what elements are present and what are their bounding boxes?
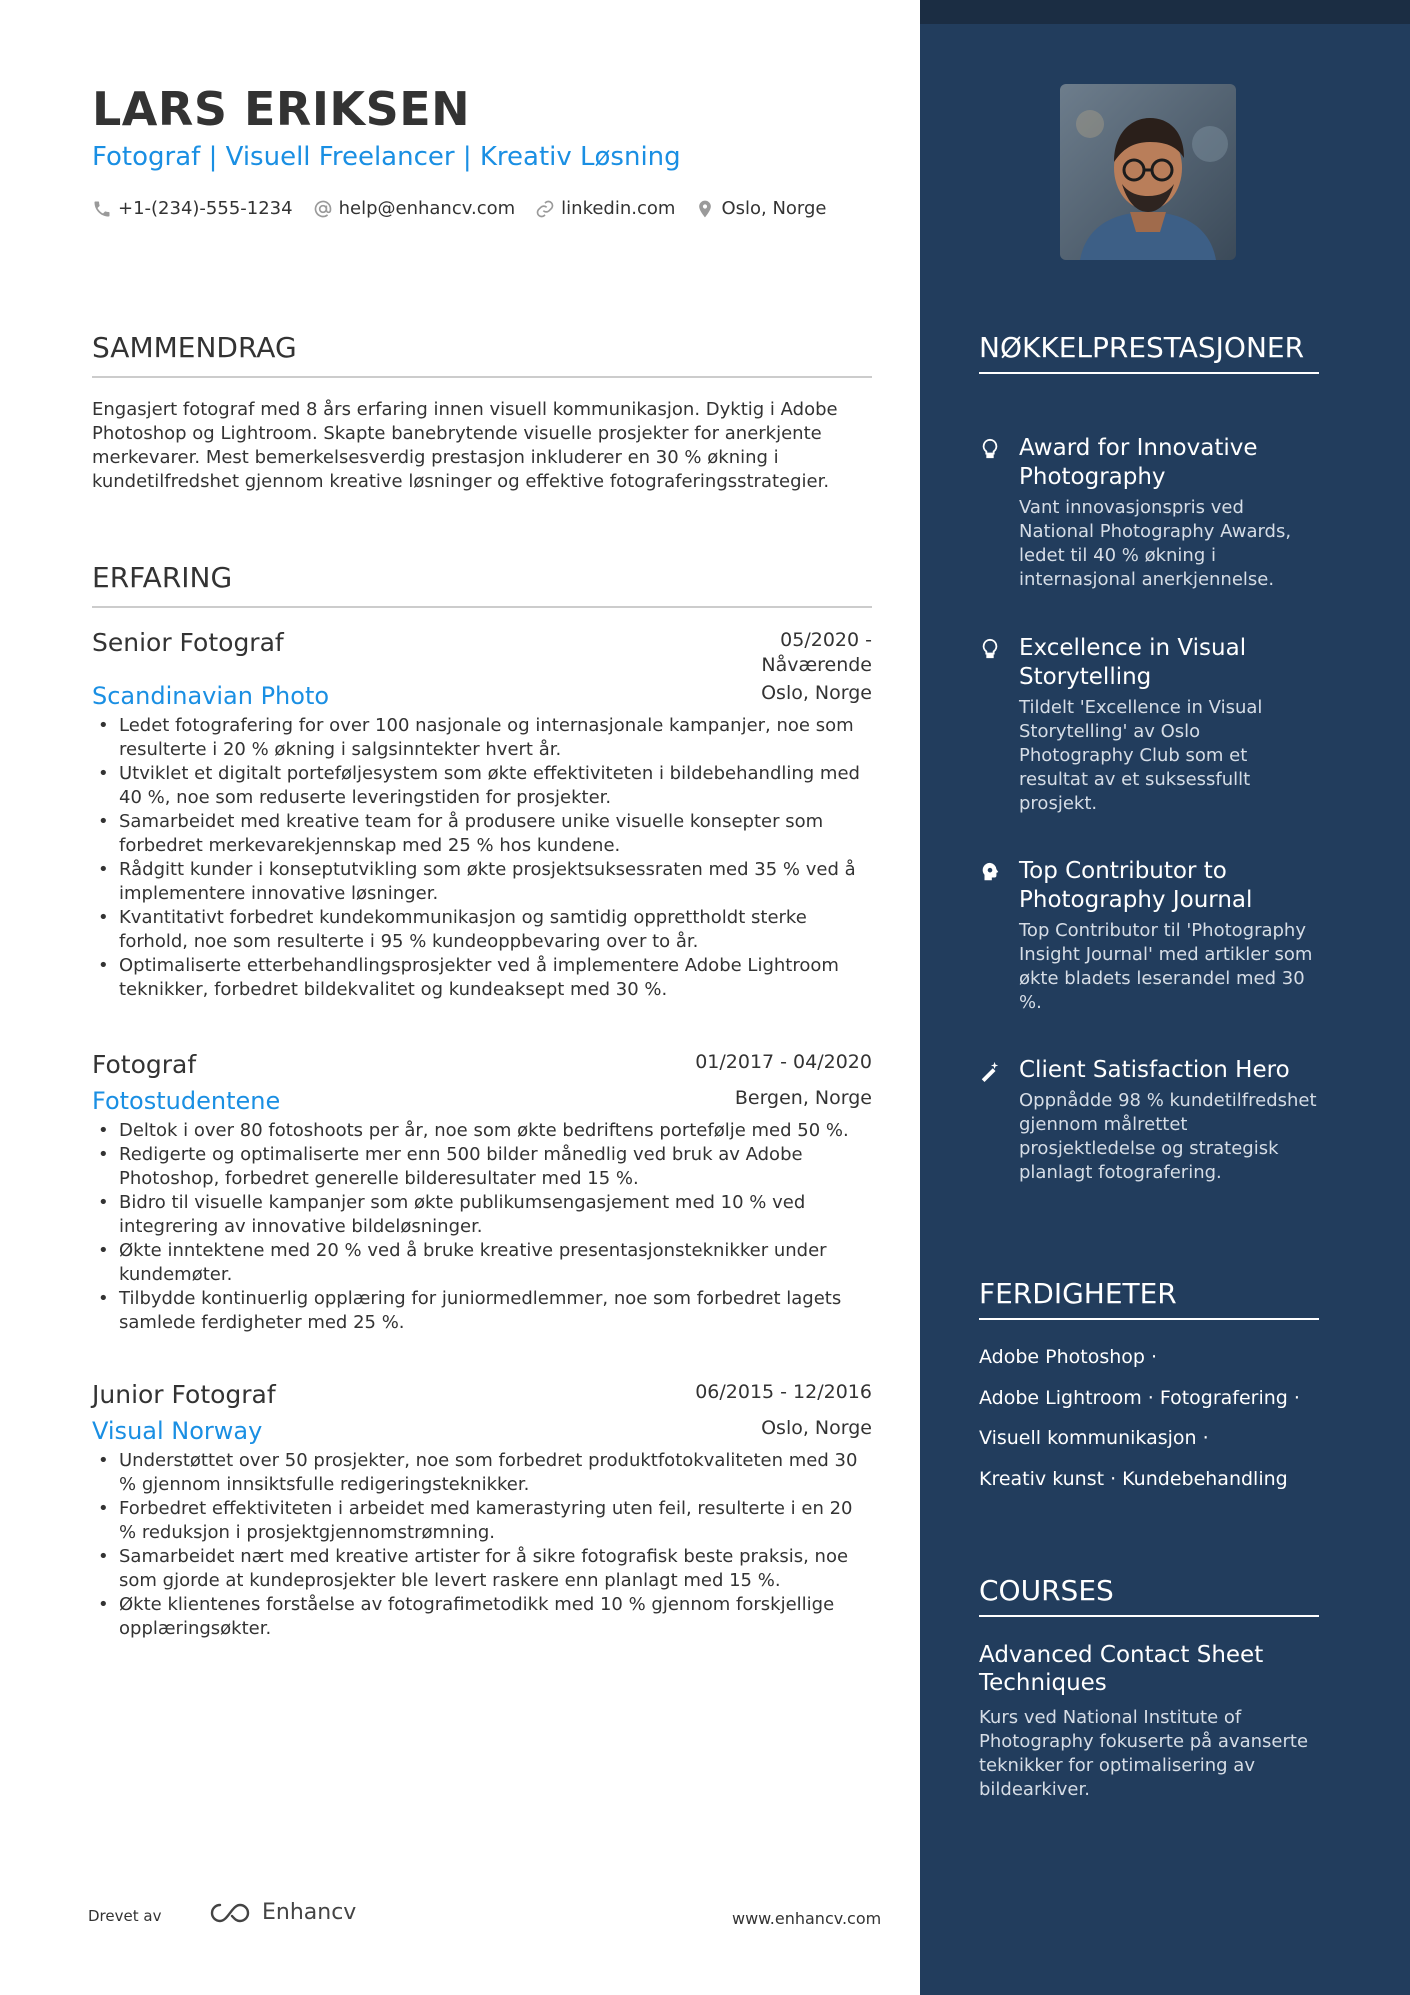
contact-location <box>695 198 826 219</box>
footer-url[interactable]: www.enhancv.com <box>732 1909 882 1928</box>
list-item: • Deltok i over 80 fotoshoots per år, noe som økte bedriftens portefølje med 50 %. <box>92 1119 872 1143</box>
list-item: • Kvantitativt forbedret kundekommunikasjon og samtidig opprettholdt sterke forhold, noe som resulterte i 95 % kundeoppbevaring over to år. <box>92 906 872 954</box>
job-location: Oslo, Norge <box>761 682 872 704</box>
contact-bar <box>92 198 827 219</box>
list-item: • Forbedret effektiviteten i arbeidet med kamerastyring uten feil, resulterte i en 20 % reduksjon i prosjektgjennomstrømning. <box>92 1497 872 1545</box>
list-item: • Utviklet et digitalt porteføljesystem som økte effektiviteten i bildebehandling med 40 %, noe som reduserte leveringstiden for prosjekter. <box>92 762 872 810</box>
lightbulb-icon <box>979 438 1001 460</box>
infinity-logo-icon <box>206 1901 254 1925</box>
skill-line: Visuell kommunikasjon · <box>979 1427 1209 1449</box>
summary-heading: SAMMENDRAG <box>92 331 872 378</box>
achievement-item <box>979 634 1319 816</box>
achievement-desc: Oppnådde 98 % kundetilfredshet gjennom målrettet prosjektledelse og strategisk planlagt fotografering. <box>1019 1090 1317 1183</box>
experience-heading: ERFARING <box>92 561 872 608</box>
job-location: Bergen, Norge <box>734 1087 872 1109</box>
course-desc: Kurs ved National Institute of Photography fokuserte på avanserte teknikker for optimalisering av bildearkiver. <box>979 1707 1309 1800</box>
achievements-heading: NØKKELPRESTASJONER <box>979 330 1319 374</box>
job-entry <box>92 1380 872 1641</box>
achievement-desc: Top Contributor til 'Photography Insight Journal' med artikler som økte bladets leserandel med 30 %. <box>1019 920 1313 1013</box>
list-item: • Samarbeidet nært med kreative artister for å sikre fotografisk beste praksis, noe som gjorde at kundeprosjekter ble levert raskere enn planlagt med 15 %. <box>92 1545 872 1593</box>
job-date: 05/2020 - Nåværende <box>761 629 872 676</box>
email-text: help@enhancv.com <box>338 198 516 219</box>
skill-line: Kreativ kunst · Kundebehandling <box>979 1468 1288 1490</box>
achievement-desc: Vant innovasjonspris ved National Photography Awards, ledet til 40 % økning i internasjonal anerkjennelse. <box>1019 497 1292 590</box>
magic-wand-icon <box>979 1060 1001 1082</box>
list-item: • Understøttet over 50 prosjekter, noe som forbedret produktfotokvaliteten med 30 % gjennom innsiktsfulle redigeringsteknikker. <box>92 1449 872 1497</box>
list-item: • Rådgitt kunder i konseptutvikling som økte prosjektsuksessraten med 35 % ved å implementere innovative løsninger. <box>92 858 872 906</box>
course-title: Advanced Contact Sheet Techniques <box>979 1642 1264 1696</box>
achievement-item <box>979 1056 1319 1185</box>
powered-by-label: Drevet av <box>88 1907 162 1925</box>
job-bullets <box>92 1449 872 1641</box>
achievement-title: Excellence in Visual Storytelling <box>1019 635 1247 690</box>
phone-icon <box>92 199 112 219</box>
job-company: Scandinavian Photo <box>92 682 330 710</box>
summary-text: Engasjert fotograf med 8 års erfaring innen visuell kommunikasjon. Dyktig i Adobe Photoshop og Lightroom. Skapte banebrytende visuelle prosjekter for anerkjente merkevarer. Mest bemerkelsesverdig prestasjon inkluderer en 30 % økning i kundetilfredshet gjennom kreative løsninger og effektive fotograferingsstrategier. <box>92 399 838 492</box>
job-date: 01/2017 - 04/2020 <box>695 1051 872 1073</box>
list-item: • Samarbeidet med kreative team for å produsere unike visuelle konsepter som forbedret merkevarekjennskap med 25 % hos kundene. <box>92 810 872 858</box>
job-entry <box>92 628 872 1002</box>
job-location: Oslo, Norge <box>761 1417 872 1439</box>
achievement-title: Top Contributor to Photography Journal <box>1019 858 1253 913</box>
lightbulb-icon <box>979 638 1001 660</box>
brand-name: Enhancv <box>262 1900 357 1925</box>
sidebar <box>920 0 1410 1995</box>
job-title: Junior Fotograf <box>92 1380 276 1409</box>
skills-heading: FERDIGHETER <box>979 1276 1319 1320</box>
achievement-desc: Tildelt 'Excellence in Visual Storytelling' av Oslo Photography Club som et resultat av et suksessfullt prosjekt. <box>1019 697 1263 814</box>
portrait-image <box>1060 84 1236 260</box>
list-item: • Tilbydde kontinuerlig opplæring for juniormedlemmer, noe som forbedret lagets samlede ferdigheter med 25 %. <box>92 1287 872 1335</box>
achievement-item <box>979 434 1319 592</box>
brand-logo[interactable] <box>206 1900 356 1925</box>
head-gear-icon <box>979 861 1001 883</box>
candidate-name: LARS ERIKSEN <box>92 82 471 136</box>
job-title: Fotograf <box>92 1050 197 1079</box>
list-item: • Optimaliserte etterbehandlingsprosjekter ved å implementere Adobe Lightroom teknikker, forbedret bildekvalitet og kundeaksept med 30 %. <box>92 954 872 1002</box>
location-pin-icon <box>695 199 715 219</box>
list-item: • Ledet fotografering for over 100 nasjonale og internasjonale kampanjer, noe som resulterte i 20 % økning i salgsinntekter hvert år. <box>92 714 872 762</box>
candidate-tagline: Fotograf | Visuell Freelancer | Kreativ Løsning <box>92 142 681 172</box>
link-icon <box>535 199 555 219</box>
list-item: • Økte inntektene med 20 % ved å bruke kreative presentasjonsteknikker under kundemøter. <box>92 1239 872 1287</box>
job-company: Visual Norway <box>92 1417 263 1445</box>
at-sign-icon <box>313 199 333 219</box>
skill-line: Adobe Lightroom · Fotografering · <box>979 1387 1300 1409</box>
list-item: • Bidro til visuelle kampanjer som økte publikumsengasjement med 10 % ved integrering av innovative bildeløsninger. <box>92 1191 872 1239</box>
job-company: Fotostudentene <box>92 1087 281 1115</box>
courses-heading: COURSES <box>979 1573 1319 1617</box>
job-title: Senior Fotograf <box>92 628 284 657</box>
sidebar-topbar <box>920 0 1410 24</box>
job-bullets <box>92 1119 872 1335</box>
achievement-item <box>979 857 1319 1015</box>
contact-email[interactable] <box>313 198 516 219</box>
contact-phone[interactable] <box>92 198 293 219</box>
profile-photo <box>1060 84 1236 260</box>
location-text: Oslo, Norge <box>721 198 827 219</box>
phone-text: +1-(234)-555-1234 <box>118 198 293 219</box>
achievement-title: Client Satisfaction Hero <box>1019 1057 1290 1083</box>
list-item: • Redigerte og optimaliserte mer enn 500 bilder månedlig ved bruk av Adobe Photoshop, forbedret generelle bilderesultater med 15 %. <box>92 1143 872 1191</box>
linkedin-text: linkedin.com <box>561 198 676 219</box>
job-date: 06/2015 - 12/2016 <box>695 1381 872 1403</box>
list-item: • Økte klientenes forståelse av fotografimetodikk med 10 % gjennom forskjellige opplæringsøkter. <box>92 1593 872 1641</box>
achievement-title: Award for Innovative Photography <box>1019 435 1258 490</box>
skill-line: Adobe Photoshop · <box>979 1346 1158 1368</box>
job-entry <box>92 1050 872 1335</box>
contact-linkedin[interactable] <box>535 198 675 219</box>
job-bullets <box>92 714 872 1002</box>
